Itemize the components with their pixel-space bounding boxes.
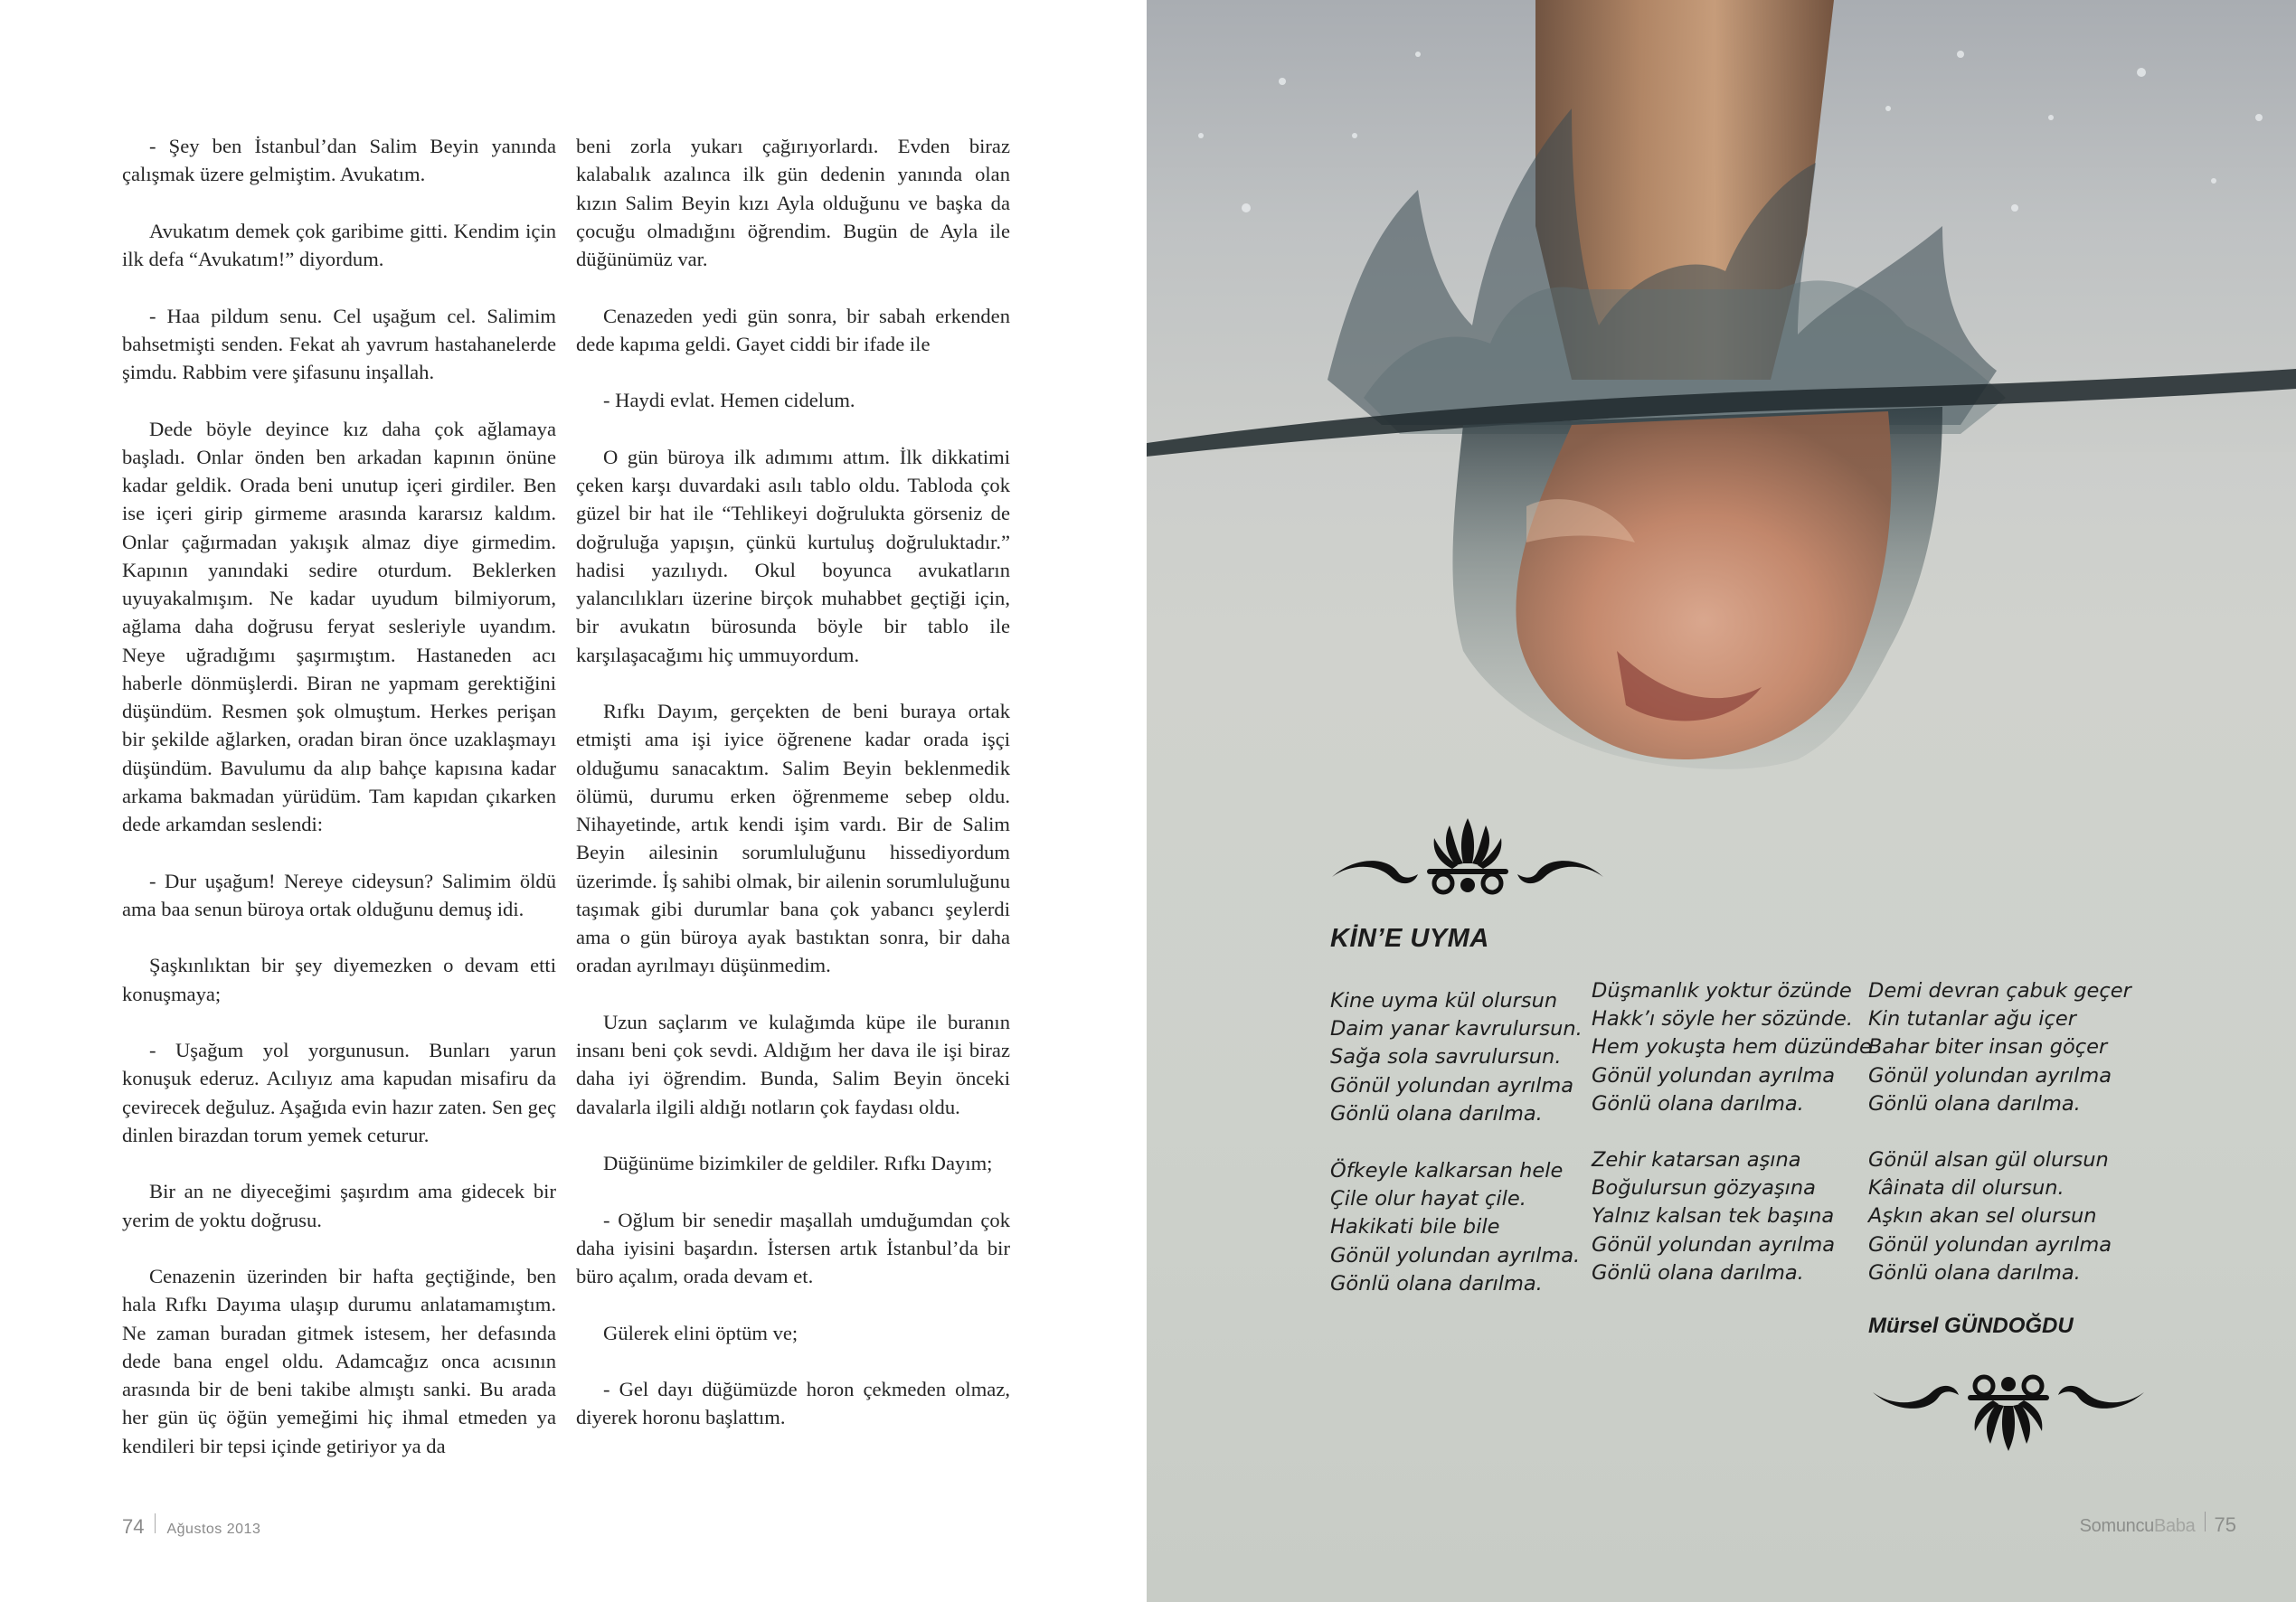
page-number: 75 [2214, 1513, 2236, 1536]
paragraph: Avukatım demek çok garibime gitti. Kendim için ilk defa “Avukatım!” diyordum. [122, 219, 556, 270]
poem-line: Demi devran çabuk geçer [1868, 979, 2131, 1003]
poem-line: Gönül yolundan ayrılma [1330, 1073, 1574, 1098]
poem-stanza [1592, 977, 1872, 1118]
paragraph: - Oğlum bir senedir maşallah umduğumdan çok daha iyisini başardın. İstersen artık İstanbul’da bir büro açalım, orada devam et. [576, 1208, 1010, 1287]
paragraph: Rıfkı Dayım, gerçekten de beni buraya ortak etmişti ama işi iyice öğrenene kadar orada işçi olduğumu sanacaktım. Salim Beyin beklenmedik ölümü, durumu erken öğrenmeme sebep oldu. Nihayetinde, artık kendi işim vardı. Bir de Salim Beyin ailesinin sorumluluğunu hissediyordum üzerimde. İş sahibi olmak, bir ailenin sorumluluğunu taşımak gibi durumlar bana çok yabancı şeylerdi ama o gün büroya ayak bastıktan sonra, bir daha oradan ayrılmayı düşünmedim. [576, 700, 1010, 977]
page-number: 74 [122, 1515, 145, 1538]
magazine-name: Somuncu [2079, 1516, 2154, 1536]
poem-line: Boğulursun gözyaşına [1592, 1176, 1816, 1201]
poem-stanza [1868, 977, 2131, 1118]
left-page [0, 0, 1147, 1602]
poem-line: Bahar biter insan göçer [1868, 1035, 2108, 1060]
poem-line: Gönlü olana darılma. [1330, 1271, 1543, 1296]
article-column-1 [122, 132, 556, 1460]
poem-line: Zehir katarsan aşına [1592, 1148, 1801, 1172]
poem-line: Öfkeyle kalkarsan hele [1330, 1159, 1564, 1183]
poem-line: Aşkın akan sel olursun [1868, 1204, 2097, 1229]
paragraph: - Haydi evlat. Hemen cidelum. [603, 389, 855, 412]
poem-title: KİN’E UYMA [1330, 924, 1489, 953]
paragraph: Uzun saçlarım ve kulağımda küpe ile buranın insanı beni çok sevdi. Aldığım her dava ile işi biraz daha iyi öğrendim. Bunda, Salim Beyin önceki davalarla ilgili aldığı notların çok faydası oldu. [576, 1010, 1010, 1118]
paragraph: - Haa pildum senu. Cel uşağum cel. Salimim bahsetmişti senden. Fekat ah yavrum hastahanelerde şimdu. Rabbim vere şifasunu inşallah. [122, 304, 556, 383]
poem-line: Hakikati bile bile [1330, 1215, 1500, 1239]
poem-line: Gönlü olana darılma. [1868, 1091, 2081, 1116]
paragraph: Cenazenin üzerinden bir hafta geçtiğinde, ben hala Rıfkı Dayıma ulaşıp durumu anlatamamıştım. Ne zaman buradan gitmek istesem, her defasında dede bana engel oldu. Adamcağız onca acısının arasında bir de beni takibe almıştı sanki. Bu arada her gün üç öğün yemeğimi hiç ihmal etmeden ya kendileri bir tepsi içinde getiriyor ya da [122, 1265, 556, 1457]
footer-divider [155, 1513, 156, 1533]
paragraph: beni zorla yukarı çağırıyorlardı. Evden biraz kalabalık azalınca ilk gün dedenin yanında olan kızın Salim Beyin kızı Ayla olduğunu ve başka da çocuğu olmadığını öğrendim. Bugün de Ayla ile düğünümüz var. [576, 135, 1010, 270]
paragraph: O gün büroya ilk adımımı attım. İlk dikkatimi çeken karşı duvardaki asılı tablo oldu. Tabloda çok güzel bir hat ile “Tehlikeyi doğrulukta görseniz de doğruluğa yapışın, çünkü kurtuluş doğruluktadır.” hadisi yazılıydı. Okul boyunca avukatların yalancılıkları üzerine birçok muhabbet geçtiği için, bir avukatın bürosunda böyle bir tablo ile karşılaşacağımı hiç ummuyordum. [576, 445, 1010, 666]
poem-stanza [1868, 1146, 2112, 1287]
article-column-2 [576, 132, 1010, 1432]
poem-line: Çile olur hayat çile. [1330, 1187, 1526, 1211]
poem-line: Daim yanar kavrulursun. [1330, 1017, 1583, 1041]
poem-line: Gönlü olana darılma. [1330, 1101, 1543, 1126]
paragraph: Bir an ne diyeceğimi şaşırdım ama gidecek bir yerim de yoktu doğrusu. [122, 1180, 556, 1231]
paragraph: Dede böyle deyince kız daha çok ağlamaya başladı. Onlar önden ben arkadan kapının önüne kadar geldik. Orada beni unutup içeri girdiler. Ben ise içeri girip girmeme arasında kararsız kaldım. Onlar çağırmadan yakışık almaz diye girmedim. Kapının yanındaki sedire oturdum. Beklerken uyuyakalmışım. Ne kadar uyudum bilmiyorum, ağlama daha doğrusu feryat sesleriyle uyandım. Neye uğradığımı şaşırmıştım. Hastaneden acı haberle dönmüşlerdi. Biran ne yapmam gerektiğini düşündüm. Resmen şok olmuştum. Herkes perişan bir şekilde ağlarken, oradan biran önce uzaklaşmayı düşündüm. Bavulumu da alıp bahçe kapısına kadar arkama bakmadan yürüdüm. Tam kapıdan çıkarken dede arkamdan seslendi: [122, 417, 556, 835]
right-page [1147, 0, 2296, 1602]
poem-line: Düşmanlık yoktur özünde [1592, 979, 1852, 1003]
paragraph: Düğünüme bizimkiler de geldiler. Rıfkı Dayım; [603, 1152, 993, 1174]
paragraph: - Dur uşağum! Nereye cideysun? Salimim öldü ama baa senun büroya ortak olduğunu demuş idi. [122, 869, 556, 920]
page-footer-right [2080, 1512, 2236, 1537]
issue-date: Ağustos 2013 [166, 1522, 261, 1537]
poem-line: Kâinata dil olursun. [1868, 1176, 2065, 1201]
poem-line: Gönlü olana darılma. [1592, 1091, 1804, 1116]
poem-line: Gönül yolundan ayrılma [1868, 1063, 2112, 1088]
poem-line: Gönül yolundan ayrılma [1868, 1232, 2112, 1257]
paragraph: Şaşkınlıktan bir şey diyemezken o devam etti konuşmaya; [122, 954, 556, 1005]
paragraph: - Şey ben İstanbul’dan Salim Beyin yanında çalışmak üzere gelmiştim. Avukatım. [122, 135, 556, 186]
poem-line: Gönül yolundan ayrılma. [1330, 1243, 1581, 1267]
poem-line: Gönlü olana darılma. [1868, 1260, 2081, 1285]
paragraph: Cenazeden yedi gün sonra, bir sabah erkenden dede kapıma geldi. Gayet ciddi bir ifade ile [576, 304, 1010, 355]
poem-line: Yalnız kalsan tek başına [1592, 1204, 1835, 1229]
poem-line: Gönül yolundan ayrılma [1592, 1232, 1836, 1257]
page-footer-left [122, 1513, 260, 1539]
poem-line: Hem yokuşta hem düzünde [1592, 1035, 1872, 1060]
paragraph: - Uşağum yol yorgunusun. Bunları yarun konuşuk ederuz. Acılıyız ama kapudan misafiru da çevirecek değuluz. Aşağıda evin hazır zaten. Sen geç dinlen birazdan torum yemek ceturur. [122, 1039, 556, 1146]
poem-stanza [1330, 987, 1583, 1128]
paragraph: Gülerek elini öptüm ve; [603, 1321, 798, 1344]
poem-line: Gönlü olana darılma. [1592, 1260, 1804, 1285]
magazine-name-suffix: Baba [2154, 1516, 2196, 1536]
poem-line: Sağa sola savrulursun. [1330, 1045, 1562, 1070]
poem-stanza [1330, 1157, 1580, 1298]
poem-author: Mürsel GÜNDOĞDU [1868, 1314, 2074, 1338]
poem-stanza [1592, 1146, 1835, 1287]
top-ornament [1328, 809, 1608, 900]
poem-line: Kin tutanlar ağu içer [1868, 1007, 2077, 1032]
poem-line: Gönül alsan gül olursun [1868, 1148, 2109, 1172]
fist-in-water-photo [1147, 0, 2296, 832]
poem-line: Gönül yolundan ayrılma [1592, 1063, 1836, 1088]
paragraph: - Gel dayı düğümüzde horon çekmeden olmaz, diyerek horonu başlattım. [576, 1378, 1010, 1429]
poem-line: Kine uyma kül olursun [1330, 989, 1558, 1013]
poem-line: Hakk’ı söyle her sözünde. [1592, 1007, 1853, 1032]
footer-divider [2205, 1512, 2206, 1531]
bottom-ornament [1868, 1370, 2149, 1460]
